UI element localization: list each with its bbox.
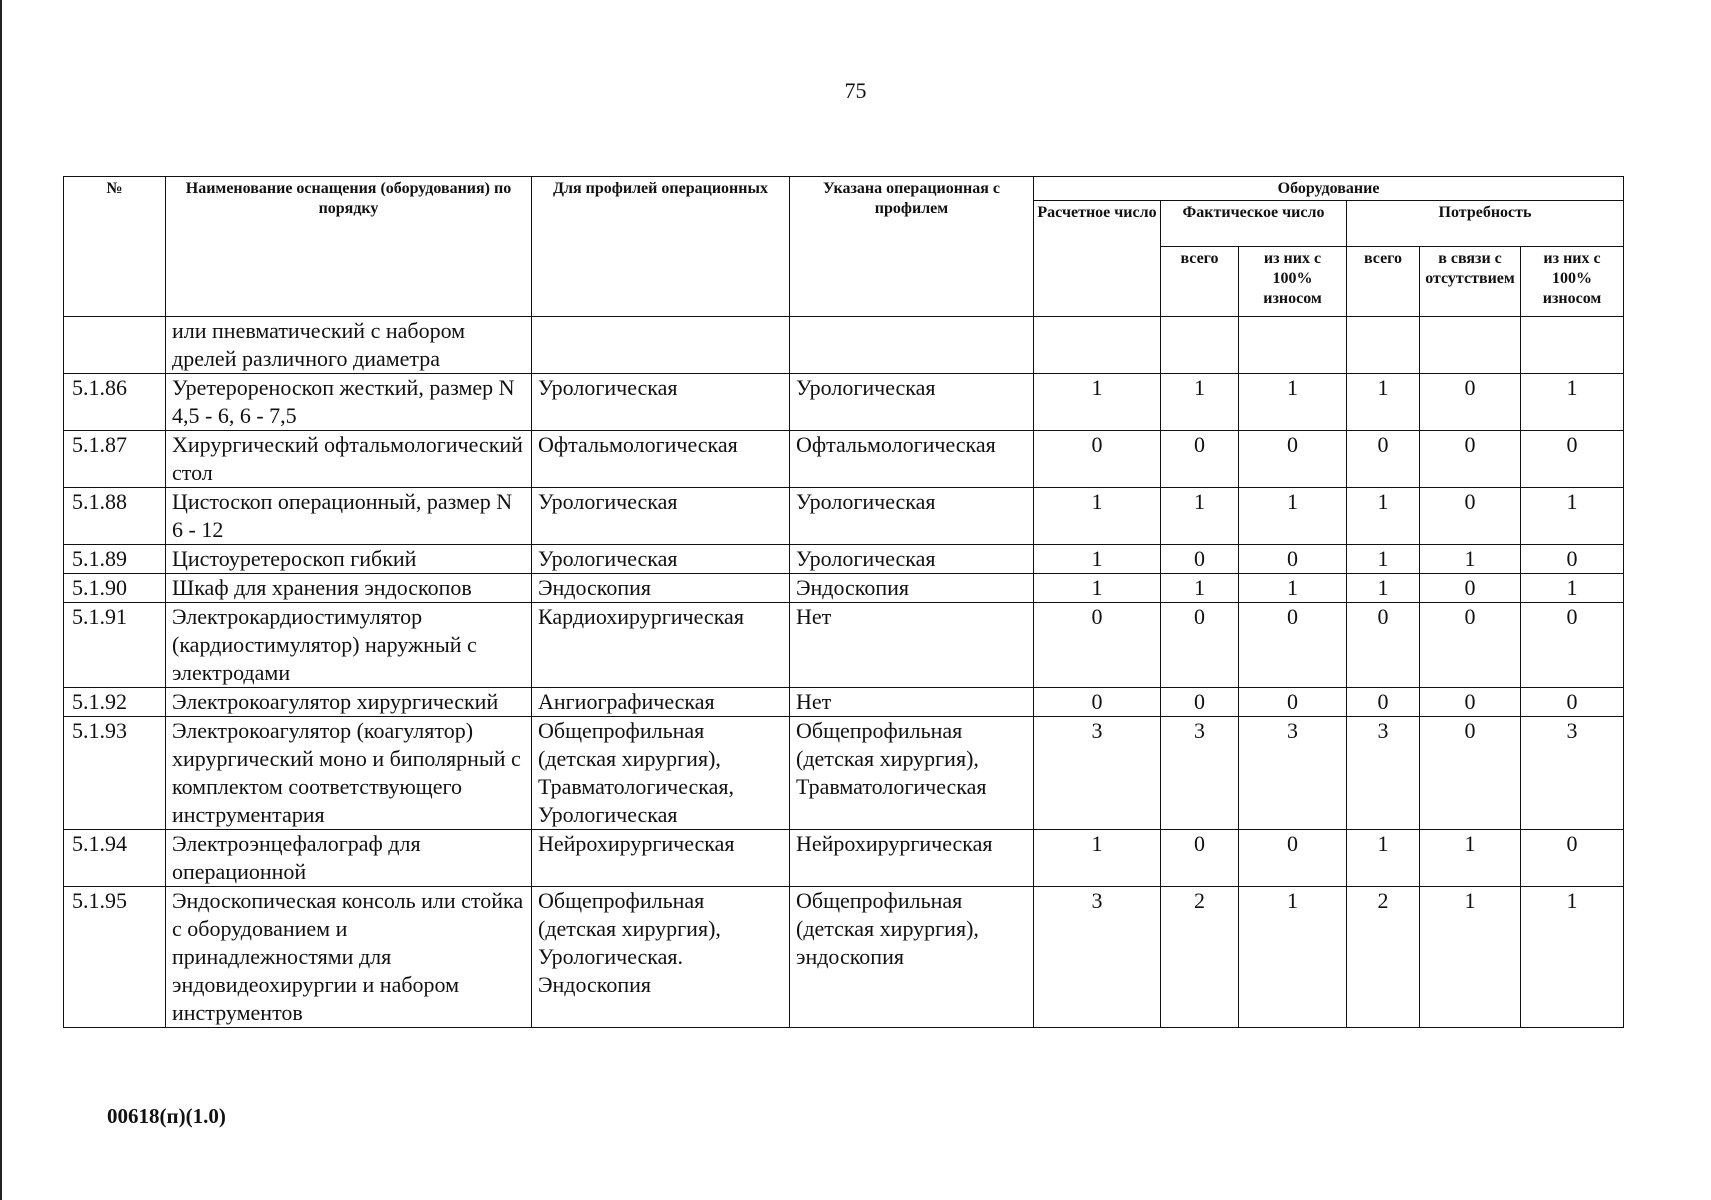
cell-calc: [1034, 317, 1161, 374]
cell-profile: Урологическая: [532, 545, 790, 574]
cell-code: [64, 317, 166, 374]
footer-document-code: 00618(п)(1.0): [107, 1104, 226, 1128]
cell-profile: Эндоскопия: [532, 574, 790, 603]
cell-code: 5.1.86: [64, 374, 166, 431]
cell-act-total: 0: [1161, 545, 1239, 574]
cell-need-worn: 0: [1521, 688, 1624, 717]
cell-need-absence: 0: [1420, 603, 1521, 688]
table-row: [64, 603, 1624, 688]
cell-act-total: [1161, 317, 1239, 374]
cell-specified: [790, 317, 1034, 374]
table-row: [64, 374, 1624, 431]
cell-need-worn: 1: [1521, 488, 1624, 545]
header-name: Наименование оснащения (оборудования) по порядку: [166, 177, 532, 317]
cell-need-total: 1: [1347, 574, 1420, 603]
cell-need-worn: 0: [1521, 545, 1624, 574]
cell-need-total: 1: [1347, 488, 1420, 545]
cell-calc: 1: [1034, 574, 1161, 603]
cell-act-total: 1: [1161, 574, 1239, 603]
cell-act-worn: 1: [1239, 488, 1347, 545]
cell-name: Цистоуретероскоп гибкий: [166, 545, 532, 574]
cell-profile: Урологическая: [532, 488, 790, 545]
table-row: [64, 830, 1624, 887]
header-profiles: Для профилей операционных: [532, 177, 790, 317]
cell-need-total: 3: [1347, 717, 1420, 830]
table-row: [64, 317, 1624, 374]
cell-specified: Нет: [790, 603, 1034, 688]
cell-act-total: 1: [1161, 374, 1239, 431]
cell-code: 5.1.95: [64, 887, 166, 1028]
cell-calc: 0: [1034, 688, 1161, 717]
cell-act-worn: 3: [1239, 717, 1347, 830]
header-actual-worn: из них с 100% износом: [1239, 247, 1347, 317]
cell-need-absence: 0: [1420, 374, 1521, 431]
cell-act-worn: 0: [1239, 830, 1347, 887]
cell-need-total: 0: [1347, 603, 1420, 688]
cell-profile: Урологическая: [532, 374, 790, 431]
cell-act-total: 1: [1161, 488, 1239, 545]
cell-profile: Общепрофильная (детская хирургия), Урологическая. Эндоскопия: [532, 887, 790, 1028]
cell-need-total: 0: [1347, 431, 1420, 488]
equipment-table: [63, 176, 1624, 1028]
header-need-worn: из них с 100% износом: [1521, 247, 1624, 317]
scan-edge: [0, 0, 12, 1200]
cell-need-total: 1: [1347, 374, 1420, 431]
cell-profile: Общепрофильная (детская хирургия), Травматологическая, Урологическая: [532, 717, 790, 830]
page-number: 75: [844, 78, 867, 103]
cell-act-worn: 0: [1239, 431, 1347, 488]
cell-need-worn: 0: [1521, 431, 1624, 488]
cell-need-absence: 0: [1420, 431, 1521, 488]
cell-need-worn: 1: [1521, 374, 1624, 431]
cell-name: Хирургический офтальмологический стол: [166, 431, 532, 488]
cell-profile: Офтальмологическая: [532, 431, 790, 488]
cell-need-worn: 0: [1521, 830, 1624, 887]
cell-specified: Общепрофильная (детская хирургия), эндоскопия: [790, 887, 1034, 1028]
cell-need-absence: 0: [1420, 488, 1521, 545]
cell-need-total: 1: [1347, 545, 1420, 574]
cell-calc: 1: [1034, 488, 1161, 545]
cell-profile: [532, 317, 790, 374]
cell-calc: 1: [1034, 545, 1161, 574]
cell-name: Электрокоагулятор хирургический: [166, 688, 532, 717]
cell-code: 5.1.89: [64, 545, 166, 574]
cell-calc: 1: [1034, 830, 1161, 887]
cell-need-absence: 0: [1420, 717, 1521, 830]
cell-need-worn: 1: [1521, 887, 1624, 1028]
cell-act-total: 0: [1161, 603, 1239, 688]
table-row: [64, 717, 1624, 830]
cell-need-total: [1347, 317, 1420, 374]
cell-code: 5.1.92: [64, 688, 166, 717]
cell-calc: 3: [1034, 717, 1161, 830]
cell-act-worn: 1: [1239, 887, 1347, 1028]
cell-name: Шкаф для хранения эндоскопов: [166, 574, 532, 603]
cell-name: Электрокардиостимулятор (кардиостимулятор) наружный с электродами: [166, 603, 532, 688]
cell-need-absence: 1: [1420, 887, 1521, 1028]
cell-calc: 0: [1034, 431, 1161, 488]
cell-need-total: 1: [1347, 830, 1420, 887]
cell-need-absence: [1420, 317, 1521, 374]
cell-name: Электроэнцефалограф для операционной: [166, 830, 532, 887]
cell-need-absence: 1: [1420, 545, 1521, 574]
header-need-total: всего: [1347, 247, 1420, 317]
cell-specified: Урологическая: [790, 545, 1034, 574]
cell-act-total: 0: [1161, 431, 1239, 488]
table-row: [64, 488, 1624, 545]
cell-need-total: 0: [1347, 688, 1420, 717]
header-calculated: Расчетное число: [1034, 201, 1161, 317]
cell-act-worn: 0: [1239, 545, 1347, 574]
cell-name: или пневматический с набором дрелей различного диаметра: [166, 317, 532, 374]
table-row: [64, 574, 1624, 603]
cell-act-total: 0: [1161, 830, 1239, 887]
header-equipment: Оборудование: [1034, 177, 1624, 201]
cell-name: Цистоскоп операционный, размер N 6 - 12: [166, 488, 532, 545]
cell-act-worn: 0: [1239, 603, 1347, 688]
cell-need-total: 2: [1347, 887, 1420, 1028]
header-actual-total: всего: [1161, 247, 1239, 317]
cell-calc: 0: [1034, 603, 1161, 688]
cell-need-absence: 0: [1420, 574, 1521, 603]
cell-specified: Урологическая: [790, 488, 1034, 545]
cell-need-absence: 1: [1420, 830, 1521, 887]
header-specified: Указана операционная с профилем: [790, 177, 1034, 317]
header-no: №: [64, 177, 166, 317]
header-actual: Фактическое число: [1161, 201, 1347, 247]
cell-specified: Офтальмологическая: [790, 431, 1034, 488]
cell-profile: Ангиографическая: [532, 688, 790, 717]
cell-code: 5.1.93: [64, 717, 166, 830]
cell-act-total: 0: [1161, 688, 1239, 717]
cell-specified: Урологическая: [790, 374, 1034, 431]
cell-specified: Эндоскопия: [790, 574, 1034, 603]
table-row: [64, 431, 1624, 488]
cell-need-worn: 0: [1521, 603, 1624, 688]
cell-code: 5.1.91: [64, 603, 166, 688]
table-row: [64, 887, 1624, 1028]
cell-act-worn: 1: [1239, 574, 1347, 603]
cell-name: Электрокоагулятор (коагулятор) хирургический моно и биполярный с комплектом соответствующего инструментария: [166, 717, 532, 830]
cell-profile: Нейрохирургическая: [532, 830, 790, 887]
cell-calc: 3: [1034, 887, 1161, 1028]
cell-code: 5.1.94: [64, 830, 166, 887]
cell-specified: Нет: [790, 688, 1034, 717]
cell-profile: Кардиохирургическая: [532, 603, 790, 688]
cell-code: 5.1.90: [64, 574, 166, 603]
header-need-absence: в связи с отсутствием: [1420, 247, 1521, 317]
cell-act-worn: 0: [1239, 688, 1347, 717]
cell-name: Уретерореноскоп жесткий, размер N 4,5 - 6, 6 - 7,5: [166, 374, 532, 431]
cell-need-worn: 3: [1521, 717, 1624, 830]
cell-need-worn: 1: [1521, 574, 1624, 603]
cell-need-worn: [1521, 317, 1624, 374]
cell-act-total: 3: [1161, 717, 1239, 830]
cell-act-worn: 1: [1239, 374, 1347, 431]
cell-code: 5.1.88: [64, 488, 166, 545]
table-row: [64, 545, 1624, 574]
cell-need-absence: 0: [1420, 688, 1521, 717]
cell-specified: Нейрохирургическая: [790, 830, 1034, 887]
cell-calc: 1: [1034, 374, 1161, 431]
table-row: [64, 688, 1624, 717]
header-need: Потребность: [1347, 201, 1624, 247]
cell-specified: Общепрофильная (детская хирургия), Травматологическая: [790, 717, 1034, 830]
cell-act-worn: [1239, 317, 1347, 374]
table-body: [64, 317, 1624, 1028]
cell-code: 5.1.87: [64, 431, 166, 488]
cell-act-total: 2: [1161, 887, 1239, 1028]
cell-name: Эндоскопическая консоль или стойка с оборудованием и принадлежностями для эндовидеохирургии и набором инструментов: [166, 887, 532, 1028]
